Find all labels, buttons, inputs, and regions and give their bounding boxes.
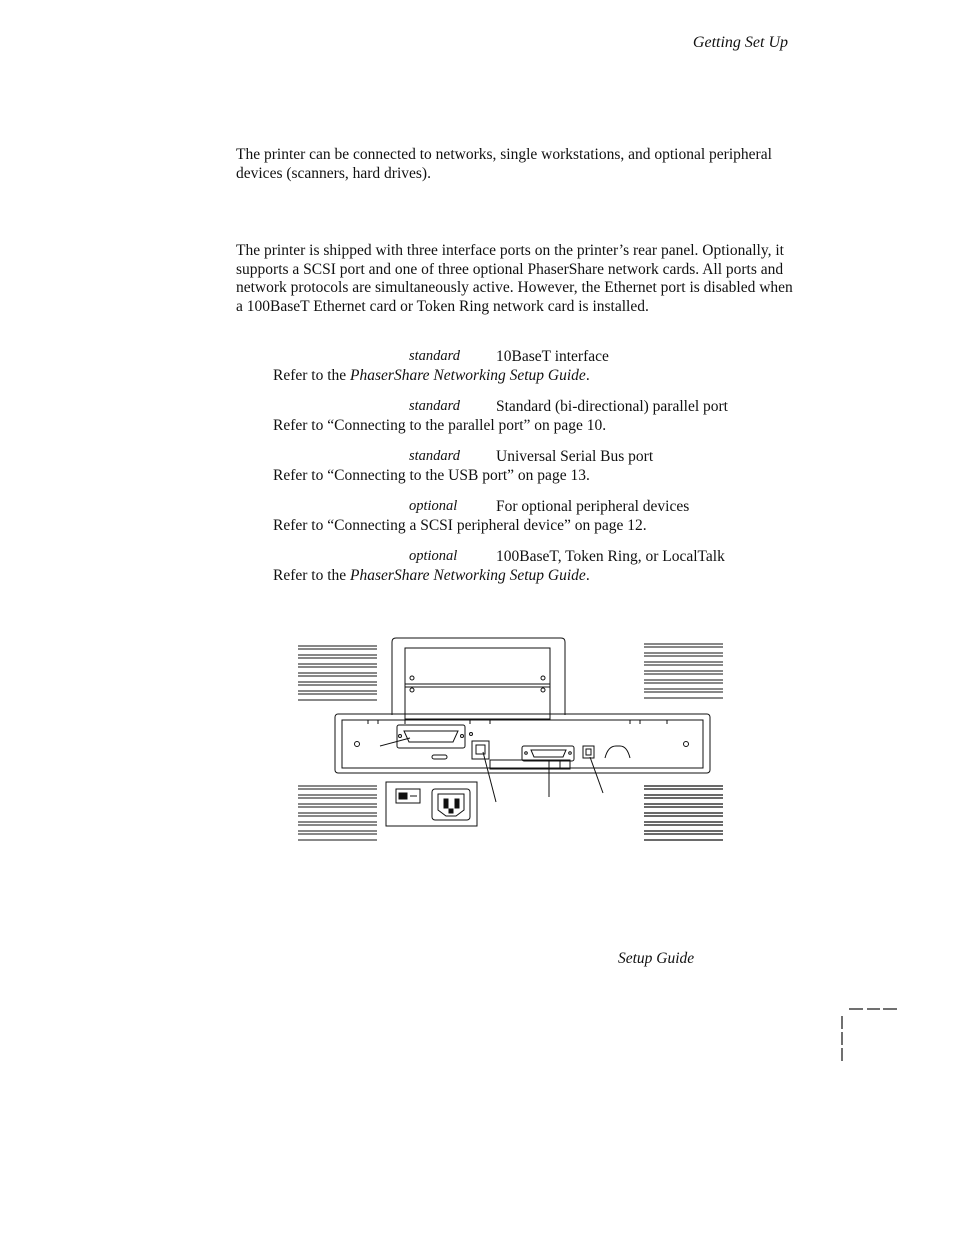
printer-rear-panel-illustration: [290, 632, 730, 847]
callout-lines-top-left: [298, 646, 377, 700]
port-reference: Refer to “Connecting to the USB port” on page 13.: [273, 467, 590, 484]
guide-title: PhaserShare Networking Setup Guide: [350, 567, 586, 584]
crop-marks: [838, 1004, 898, 1064]
ports-paragraph: The printer is shipped with three interface ports on the printer’s rear panel. Optionally, it supports a SCSI port and one of three optional PhaserShare network cards. All ports and network protocols are simultaneously active. However, the Ethernet port is disabled when a 100BaseT Ethernet card or Token Ring network card is installed.: [236, 242, 793, 315]
port-reference: Refer to “Connecting a SCSI peripheral device” on page 12.: [273, 517, 647, 534]
port-type: standard: [409, 348, 461, 364]
port-description: 100BaseT, Token Ring, or LocalTalk: [496, 548, 725, 565]
callout-lines-bottom-left: [298, 786, 377, 840]
port-reference: Refer to “Connecting to the parallel port” on page 10.: [273, 417, 607, 434]
parallel-port-icon: [397, 725, 465, 748]
port-type: standard: [409, 398, 461, 414]
ethernet-port-icon: [472, 741, 489, 759]
port-description: For optional peripheral devices: [496, 498, 690, 515]
port-type: optional: [409, 498, 458, 514]
callout-lines-top-right: [644, 644, 723, 698]
usb-port-icon: [583, 746, 594, 758]
port-entry-usb: [273, 447, 813, 485]
port-type: standard: [409, 448, 461, 464]
port-type: optional: [409, 548, 458, 564]
power-module-icon: [386, 782, 477, 826]
port-reference: Refer to the PhaserShare Networking Setup Guide.: [273, 567, 590, 584]
footer-title: Setup Guide: [618, 950, 695, 967]
port-entry-ethernet: [273, 347, 813, 385]
guide-title: PhaserShare Networking Setup Guide: [350, 367, 586, 384]
scsi-port-icon: [522, 746, 574, 761]
intro-paragraph: The printer can be connected to networks, single workstations, and optional peripheral devices (scanners, hard drives).: [236, 146, 772, 182]
port-entry-parallel: [273, 397, 813, 435]
running-header: Getting Set Up: [692, 34, 788, 51]
port-description: Universal Serial Bus port: [496, 448, 654, 465]
port-description: Standard (bi-directional) parallel port: [496, 398, 728, 415]
port-entry-scsi: [273, 497, 813, 535]
callout-lines-bottom-right: [644, 786, 723, 840]
port-description: 10BaseT interface: [496, 348, 609, 365]
port-entry-network-card: [273, 547, 813, 585]
port-reference: Refer to the PhaserShare Networking Setup Guide.: [273, 367, 590, 384]
